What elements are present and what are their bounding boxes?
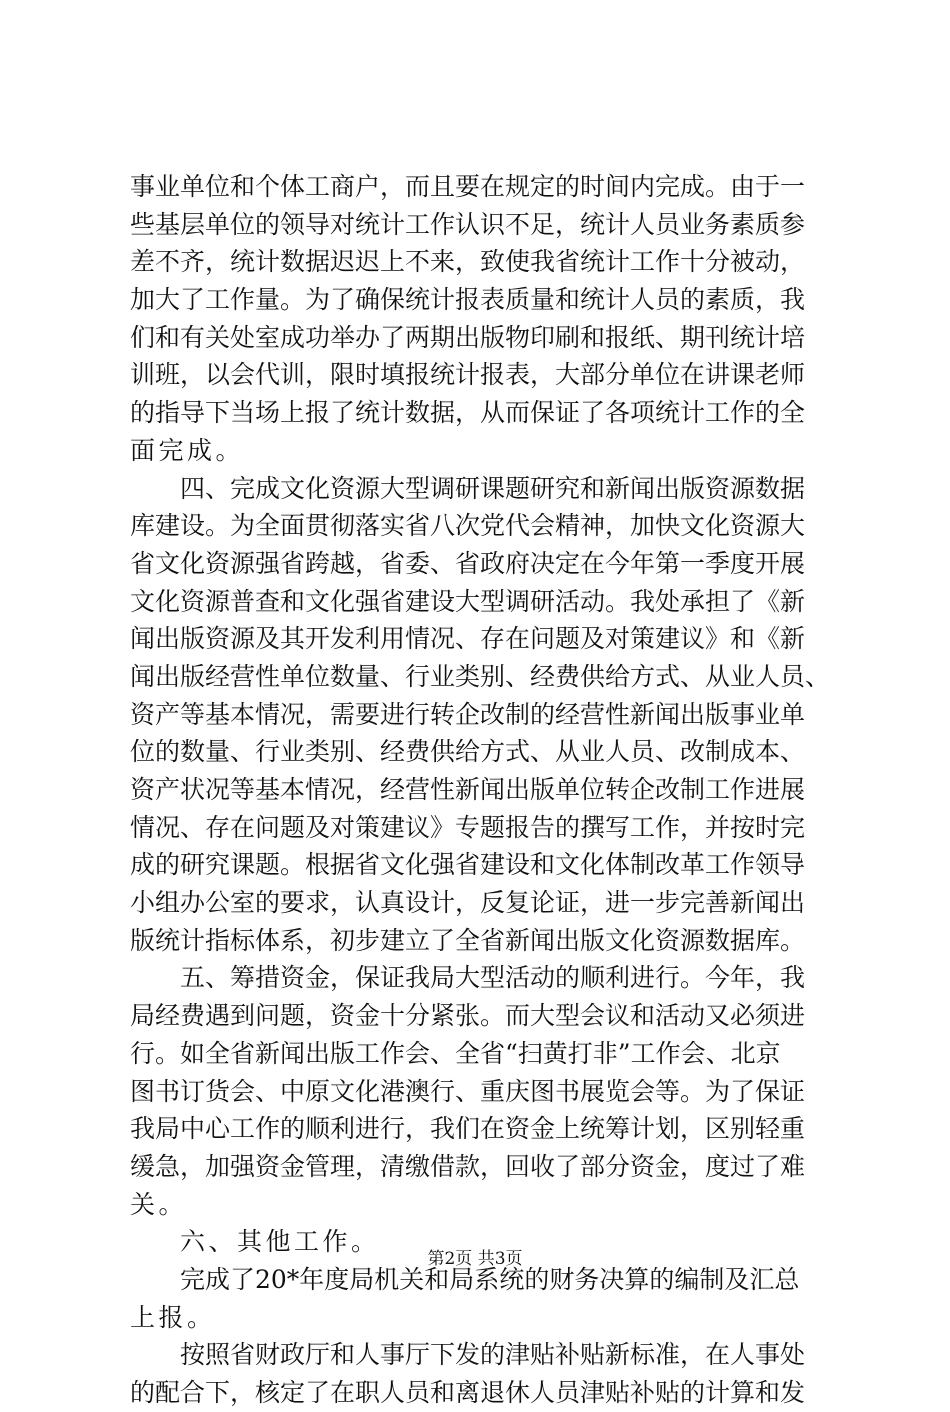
text-line: 缓急，加强资金管理，清缴借款，回收了部分资金，度过了难 bbox=[130, 1151, 806, 1181]
text-line: 按照省财政厅和人事厅下发的津贴补贴新标准，在人事处 bbox=[180, 1340, 806, 1370]
text-line: 版统计指标体系，初步建立了全省新闻出版文化资源数据库。 bbox=[130, 925, 806, 955]
text-line: 五、筹措资金，保证我局大型活动的顺利进行。今年，我 bbox=[180, 963, 806, 993]
text-line: 完成了20*年度局机关和局系统的财务决算的编制及汇总 bbox=[180, 1264, 800, 1294]
text-line: 上报。 bbox=[130, 1302, 216, 1332]
document-body bbox=[130, 168, 830, 1412]
text-line: 六、其他工作。 bbox=[180, 1227, 380, 1257]
text-line: 训班，以会代训，限时填报统计报表，大部分单位在讲课老师 bbox=[130, 360, 806, 390]
text-line: 资产状况等基本情况，经营性新闻出版单位转企改制工作进展 bbox=[130, 775, 806, 804]
text-line: 位的数量、行业类别、经费供给方式、从业人员、改制成本、 bbox=[130, 737, 806, 767]
text-line: 库建设。为全面贯彻落实省八次党代会精神，加快文化资源大 bbox=[130, 511, 806, 541]
text-line: 闻出版经营性单位数量、行业类别、经费供给方式、从业人员、 bbox=[130, 661, 831, 691]
text-line: 加大了工作量。为了确保统计报表质量和统计人员的素质，我 bbox=[130, 285, 806, 315]
text-line: 面完成。 bbox=[130, 435, 245, 465]
text-line: 省文化资源强省跨越，省委、省政府决定在今年第一季度开展 bbox=[130, 548, 806, 578]
text-line: 小组办公室的要求，认真设计，反复论证，进一步完善新闻出 bbox=[130, 888, 806, 918]
page-footer: 第2页 共3页 bbox=[427, 1249, 523, 1269]
text-line: 图书订货会、中原文化港澳行、重庆图书展览会等。为了保证 bbox=[130, 1076, 806, 1106]
text-line: 差不齐，统计数据迟迟上不来，致使我省统计工作十分被动， bbox=[130, 247, 806, 277]
text-line: 四、完成文化资源大型调研课题研究和新闻出版资源数据 bbox=[180, 473, 806, 503]
text-line: 局经费遇到问题，资金十分紧张。而大型会议和活动又必须进 bbox=[130, 1001, 806, 1031]
text-line: 情况、存在问题及对策建议》专题报告的撰写工作，并按时完 bbox=[130, 812, 806, 842]
text-line: 我局中心工作的顺利进行，我们在资金上统筹计划，区别轻重 bbox=[130, 1114, 806, 1144]
text-line: 文化资源普查和文化强省建设大型调研活动。我处承担了《新 bbox=[130, 586, 806, 616]
text-line: 们和有关处室成功举办了两期出版物印刷和报纸、期刊统计培 bbox=[130, 322, 806, 352]
text-line: 行。如全省新闻出版工作会、全省“扫黄打非”工作会、北京 bbox=[130, 1038, 781, 1068]
text-line: 资产等基本情况，需要进行转企改制的经营性新闻出版事业单 bbox=[130, 699, 806, 729]
text-line: 些基层单位的领导对统计工作认识不足，统计人员业务素质参 bbox=[130, 209, 806, 239]
text-line: 闻出版资源及其开发利用情况、存在问题及对策建议》和《新 bbox=[130, 624, 806, 654]
text-line: 关。 bbox=[130, 1189, 188, 1219]
text-line: 成的研究课题。根据省文化强省建设和文化体制改革工作领导 bbox=[130, 850, 806, 880]
text-line: 的指导下当场上报了统计数据，从而保证了各项统计工作的全 bbox=[130, 398, 806, 428]
text-line: 的配合下，核定了在职人员和离退休人员津贴补贴的计算和发 bbox=[130, 1378, 806, 1407]
text-line: 事业单位和个体工商户，而且要在规定的时间内完成。由于一 bbox=[130, 172, 806, 201]
